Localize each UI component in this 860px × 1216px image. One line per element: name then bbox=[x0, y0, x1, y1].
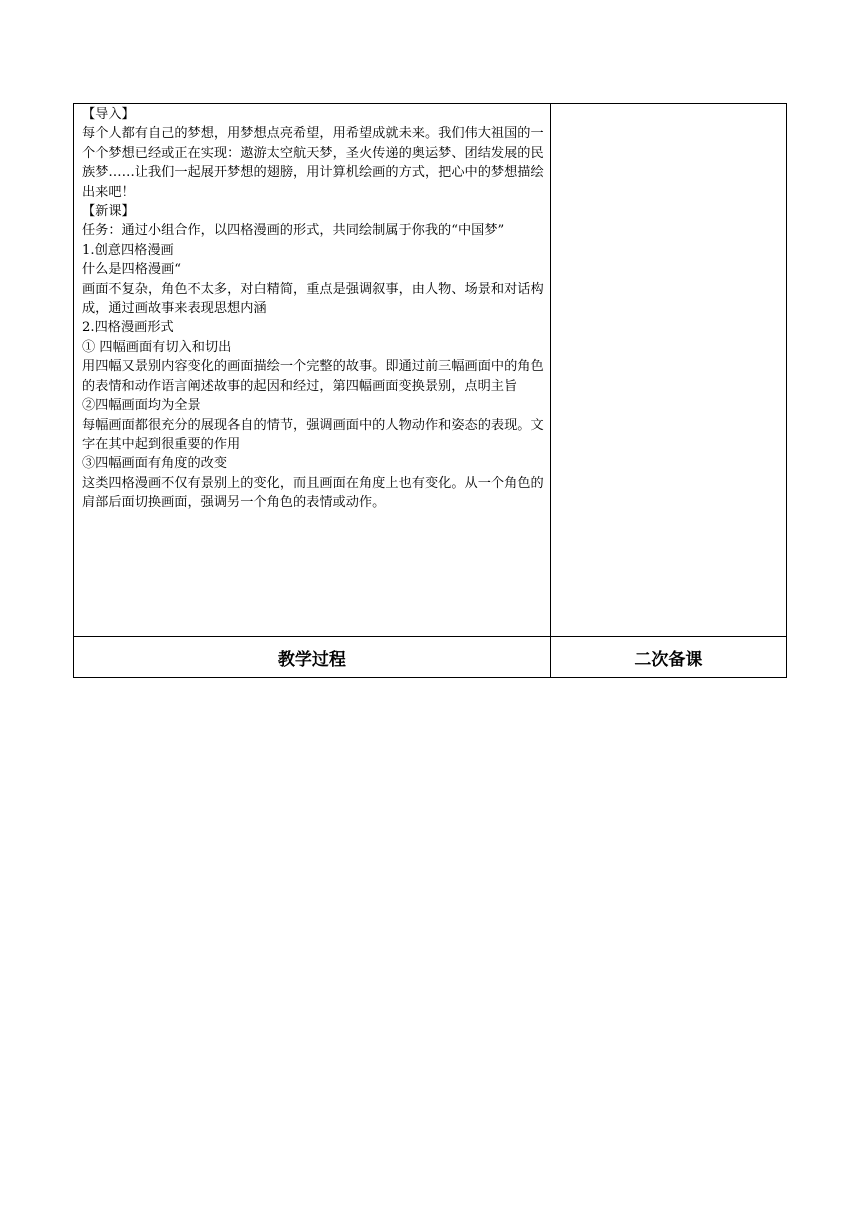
form-one-description: 用四幅又景别内容变化的画面描绘一个完整的故事。即通过前三幅画面中的角色的表情和动作语言阐述故事的起因和经过，第四幅画面变换景别，点明主旨 bbox=[82, 359, 544, 394]
lesson-plan-table bbox=[73, 103, 787, 678]
section-heading-new-lesson: 【新课】 bbox=[82, 204, 135, 220]
form-one-title: ① 四幅画面有切入和切出 bbox=[82, 339, 232, 355]
subheading-comic-forms: 2.四格漫画形式 bbox=[82, 320, 174, 336]
section-heading-intro: 【导入】 bbox=[82, 107, 135, 122]
task-paragraph: 任务：通过小组合作，以四格漫画的形式，共同绘制属于你我的“中国梦” bbox=[82, 223, 505, 239]
second-preparation-cell bbox=[550, 104, 786, 637]
teaching-process-header: 教学过程 bbox=[74, 637, 551, 678]
teaching-content-cell bbox=[74, 104, 551, 637]
teaching-content bbox=[74, 104, 550, 513]
intro-paragraph: 每个人都有自己的梦想，用梦想点亮希望，用希望成就未来。我们伟大祖国的一个个梦想已经或正在实现：遨游太空航天梦，圣火传递的奥运梦、团结发展的民族梦……让我们一起展开梦想的翅膀，用计算机绘画的方式，把心中的梦想描绘出来吧！ bbox=[82, 126, 544, 200]
header-row bbox=[74, 637, 787, 678]
form-two-title: ②四幅画面均为全景 bbox=[82, 398, 201, 414]
form-two-description: 每幅画面都很充分的展现各自的情节，强调画面中的人物动作和姿态的表现。文字在其中起到很重要的作用 bbox=[82, 417, 544, 452]
second-preparation-header: 二次备课 bbox=[550, 637, 786, 678]
definition-paragraph: 画面不复杂，角色不太多，对白精简，重点是强调叙事，由人物、场景和对话构成，通过画故事来表现思想内涵 bbox=[82, 281, 544, 317]
form-three-description: 这类四格漫画不仅有景别上的变化，而且画面在角度上也有变化。从一个角色的肩部后面切换画面，强调另一个角色的表情或动作。 bbox=[82, 475, 544, 511]
subheading-creative-comic: 1.创意四格漫画 bbox=[82, 242, 174, 258]
content-row bbox=[74, 104, 787, 637]
question-line: 什么是四格漫画“ bbox=[82, 262, 182, 278]
form-three-title: ③四幅画面有角度的改变 bbox=[82, 456, 228, 472]
